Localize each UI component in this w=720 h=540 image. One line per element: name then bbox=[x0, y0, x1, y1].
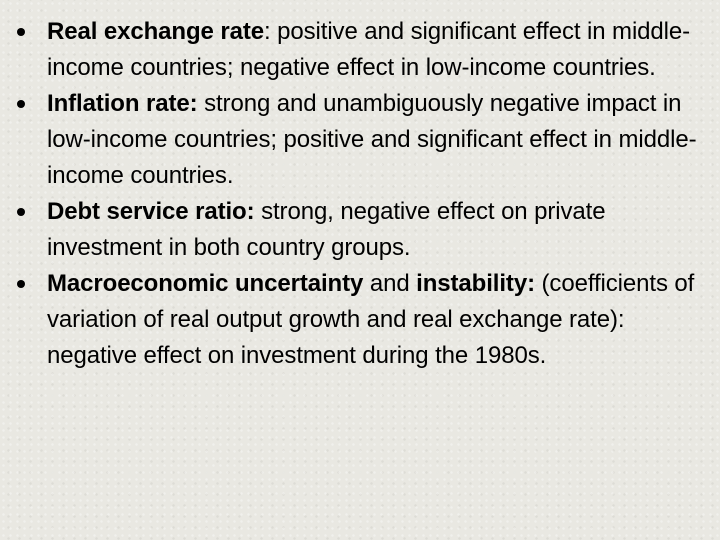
bullet-macroeconomic-uncertainty bbox=[0, 266, 700, 374]
bullet-dot-icon bbox=[17, 28, 25, 36]
bullet-text: strong and unambiguously negative impact in low-income countries; positive and significant effect in middle-income countries. bbox=[47, 90, 697, 189]
bullet-connector: and bbox=[363, 270, 417, 297]
bullet-text: : positive and significant effect in middle-income countries; negative effect in low-income countries. bbox=[47, 18, 691, 81]
bullet-label: Debt service ratio: bbox=[47, 198, 255, 225]
bullet-dot-icon bbox=[17, 208, 25, 216]
bullet-text: (coefficients of variation of real output growth and real exchange rate): negative effect on investment during the 1980s. bbox=[47, 270, 695, 369]
bullet-list bbox=[0, 14, 700, 374]
bullet-inflation-rate bbox=[0, 86, 700, 194]
bullet-label: Macroeconomic uncertainty bbox=[47, 270, 364, 297]
bullet-dot-icon bbox=[17, 280, 25, 288]
bullet-text: strong, negative effect on private investment in both country groups. bbox=[47, 198, 606, 261]
bullet-label: Real exchange rate bbox=[47, 18, 264, 45]
bullet-label: Inflation rate: bbox=[47, 90, 198, 117]
bullet-dot-icon bbox=[17, 100, 25, 108]
bullet-label: instability: bbox=[416, 270, 535, 297]
bullet-real-exchange-rate bbox=[0, 14, 700, 86]
bullet-debt-service-ratio bbox=[0, 194, 700, 266]
